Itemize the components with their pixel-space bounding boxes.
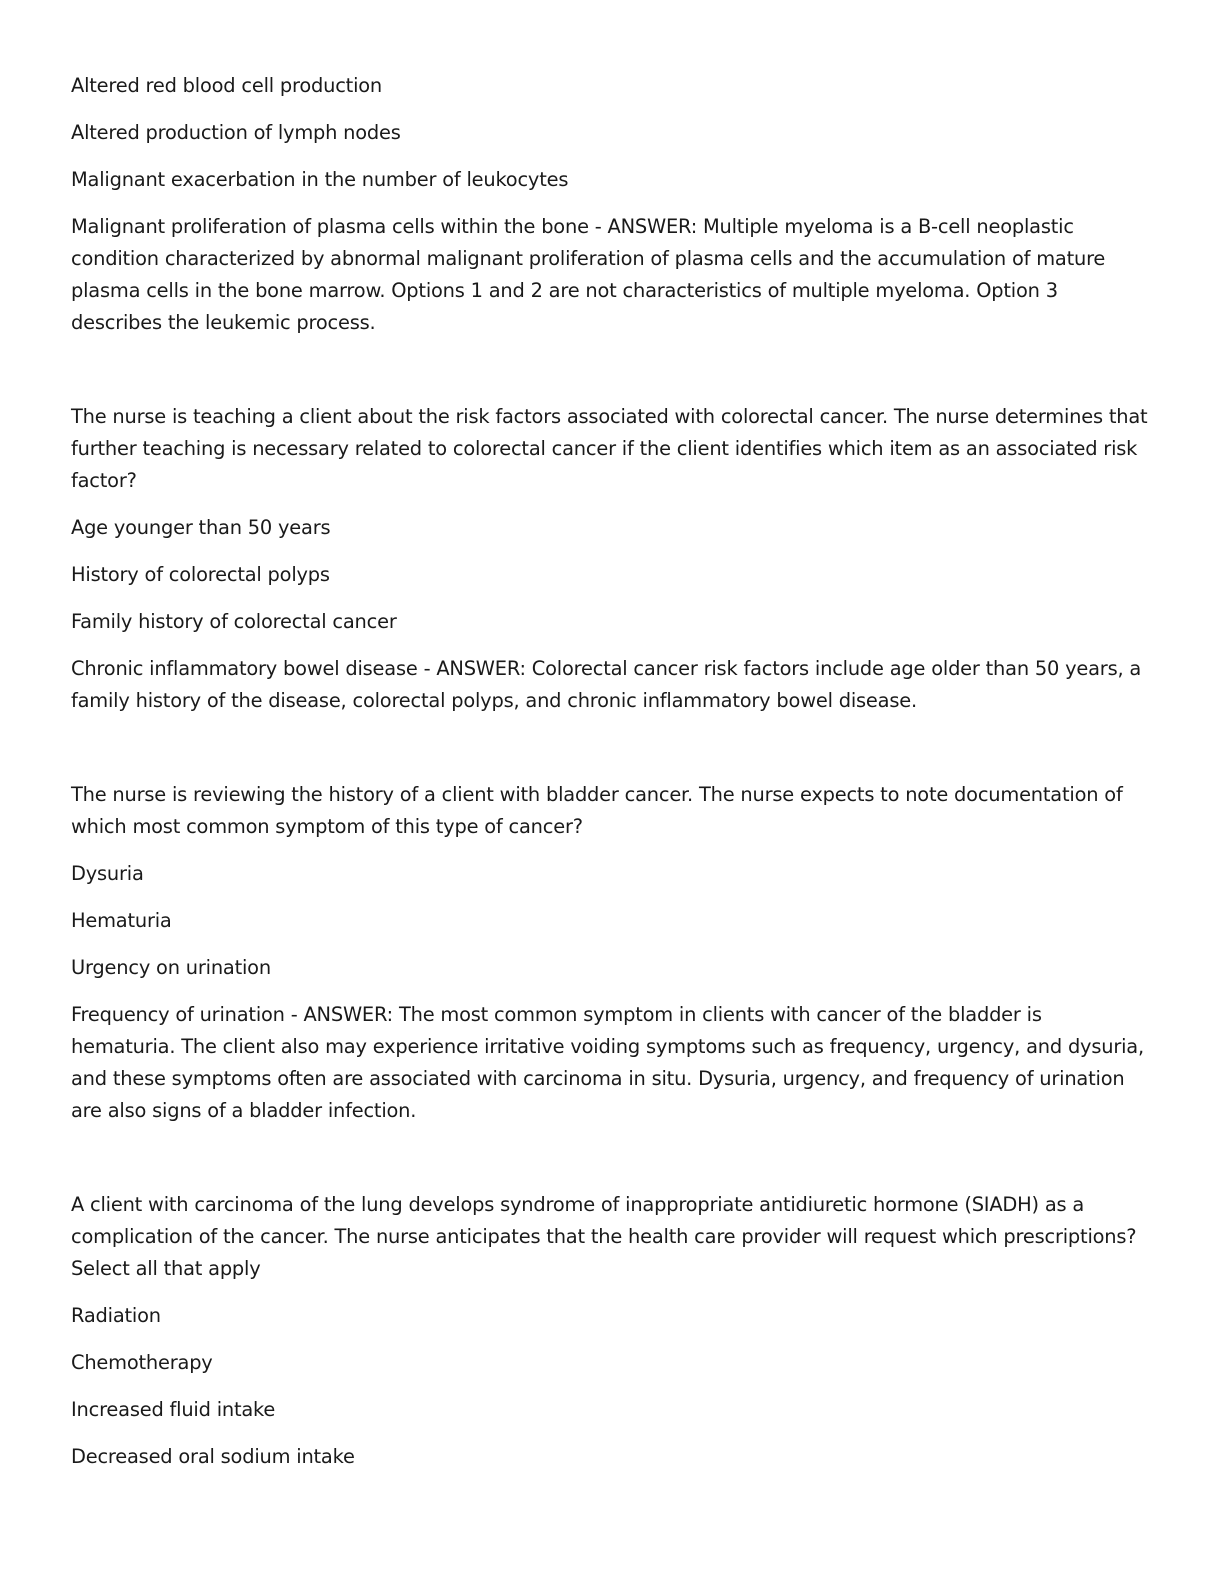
option-text: Radiation [71,1304,161,1327]
document-page [71,70,1151,1488]
option-text: Altered red blood cell production [71,74,383,97]
option-text: Family history of colorectal cancer [71,610,397,633]
option-text: Age younger than 50 years [71,516,331,539]
spacer [71,354,1151,401]
option-text: Dysuria [71,862,144,885]
option-text: Increased fluid intake [71,1398,276,1421]
spacer [71,1142,1151,1189]
option-text: Altered production of lymph nodes [71,121,401,144]
option-text: Hematuria [71,909,172,932]
answer-text: Chronic inflammatory bowel disease - ANSWER: Colorectal cancer risk factors include age older than 50 years, a family history of the disease, colorectal polyps, and chronic inflammatory bowel disease. [71,657,1142,712]
option-text: Decreased oral sodium intake [71,1445,355,1468]
question-text: The nurse is reviewing the history of a client with bladder cancer. The nurse expects to note documentation of which most common symptom of this type of cancer? [71,783,1123,838]
question-text: A client with carcinoma of the lung develops syndrome of inappropriate antidiuretic hormone (SIADH) as a complication of the cancer. The nurse anticipates that the health care provider will request which prescriptions? Select all that apply [71,1193,1137,1280]
option-text: Malignant exacerbation in the number of leukocytes [71,168,569,191]
answer-text: Malignant proliferation of plasma cells within the bone - ANSWER: Multiple myeloma is a B-cell neoplastic condition characterized by abnormal malignant proliferation of plasma cells and the accumulation of mature plasma cells in the bone marrow. Options 1 and 2 are not characteristics of multiple myeloma. Option 3 describes the leukemic process. [71,215,1106,334]
spacer [71,732,1151,779]
option-text: Urgency on urination [71,956,271,979]
answer-text: Frequency of urination - ANSWER: The most common symptom in clients with cancer of the bladder is hematuria. The client also may experience irritative voiding symptoms such as frequency, urgency, and dysuria, and these symptoms often are associated with carcinoma in situ. Dysuria, urgency, and frequency of urination are also signs of a bladder infection. [71,1003,1144,1122]
option-text: History of colorectal polyps [71,563,330,586]
option-text: Chemotherapy [71,1351,213,1374]
question-text: The nurse is teaching a client about the risk factors associated with colorectal cancer. The nurse determines that further teaching is necessary related to colorectal cancer if the client identifies which item as an associated risk factor? [71,405,1148,492]
